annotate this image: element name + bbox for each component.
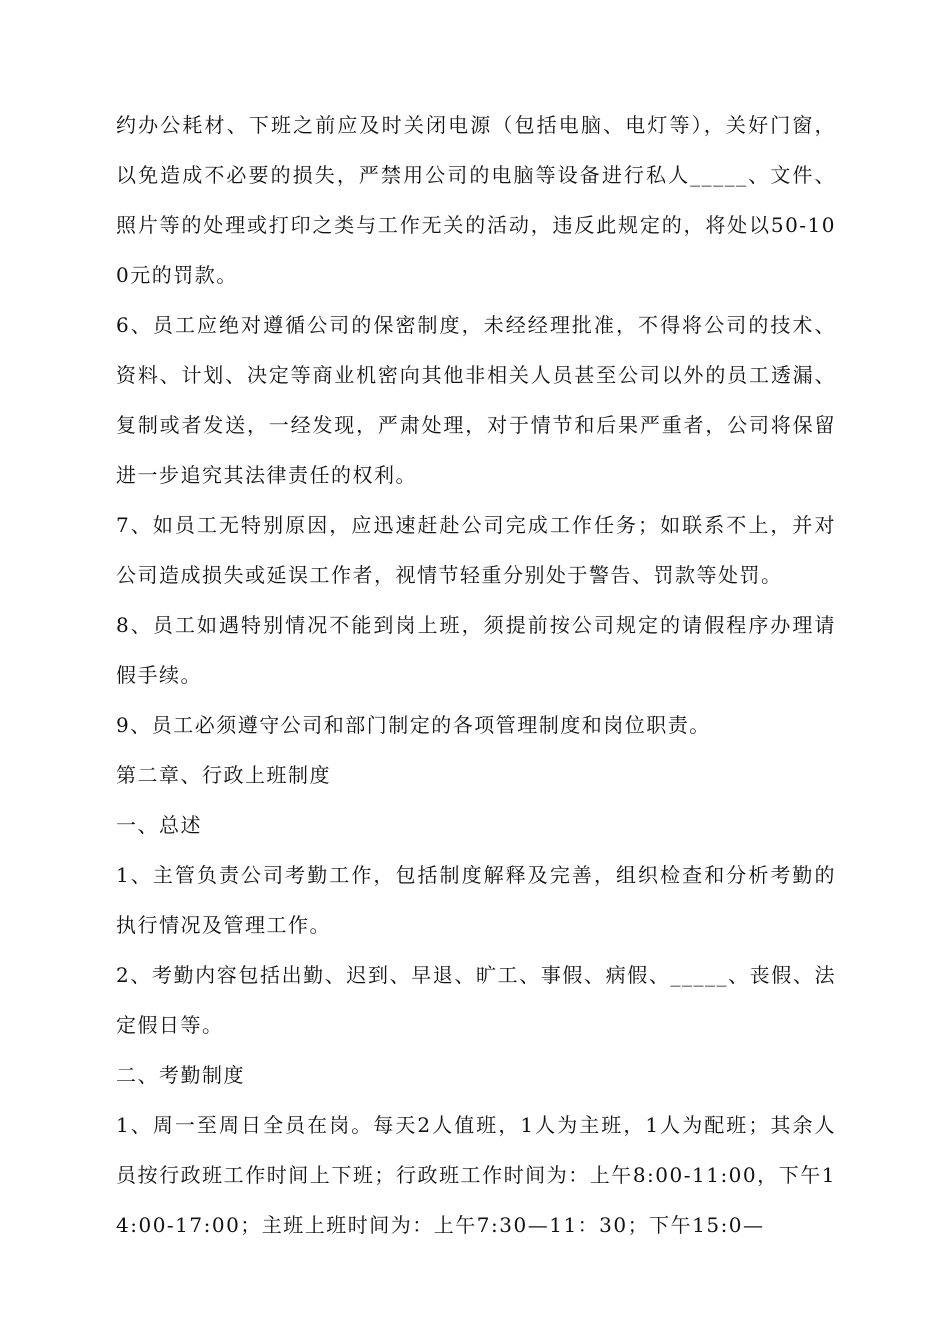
- section-heading-attendance: 二、考勤制度: [116, 1063, 245, 1087]
- paragraph-rule-6-confidentiality: 6、员工应绝对遵循公司的保密制度，未经经理批准，不得将公司的技术、资料、计划、决定等商业机密向其他非相关人员甚至公司以外的员工透漏、复制或者发送，一经发现，严肃处理，对于情节和后果严重者，公司将保留进一步追究其法律责任的权利。: [116, 313, 836, 487]
- chapter-heading-2: 第二章、行政上班制度: [116, 763, 331, 787]
- paragraph-attendance-1: 1、周一至周日全员在岗。每天2人值班，1人为主班，1人为配班；其余人员按行政班工作时间上下班；行政班工作时间为：上午8:00-11:00，下午14:00-17:00；主班上班时间为：上午7:30—11：30；下午15:0—: [116, 1113, 836, 1237]
- paragraph-office-rules-continued: 约办公耗材、下班之前应及时关闭电源（包括电脑、电灯等），关好门窗，以免造成不必要的损失，严禁用公司的电脑等设备进行私人_____、文件、照片等的处理或打印之类与工作无关的活动，违反此规定的，将处以50-100元的罚款。: [116, 113, 836, 287]
- paragraph-rule-9-compliance: 9、员工必须遵守公司和部门制定的各项管理制度和岗位职责。: [116, 713, 711, 737]
- section-heading-overview: 一、总述: [116, 813, 202, 837]
- document-body: [116, 100, 836, 1250]
- paragraph-overview-2: 2、考勤内容包括出勤、迟到、早退、旷工、事假、病假、_____、丧假、法定假日等。: [116, 963, 836, 1037]
- paragraph-rule-7-attendance-task: 7、如员工无特别原因，应迅速赶赴公司完成工作任务；如联系不上，并对公司造成损失或延误工作者，视情节轻重分别处于警告、罚款等处罚。: [116, 513, 836, 587]
- paragraph-rule-8-leave: 8、员工如遇特别情况不能到岗上班，须提前按公司规定的请假程序办理请假手续。: [116, 613, 836, 687]
- paragraph-overview-1: 1、主管负责公司考勤工作，包括制度解释及完善，组织检查和分析考勤的执行情况及管理工作。: [116, 863, 836, 937]
